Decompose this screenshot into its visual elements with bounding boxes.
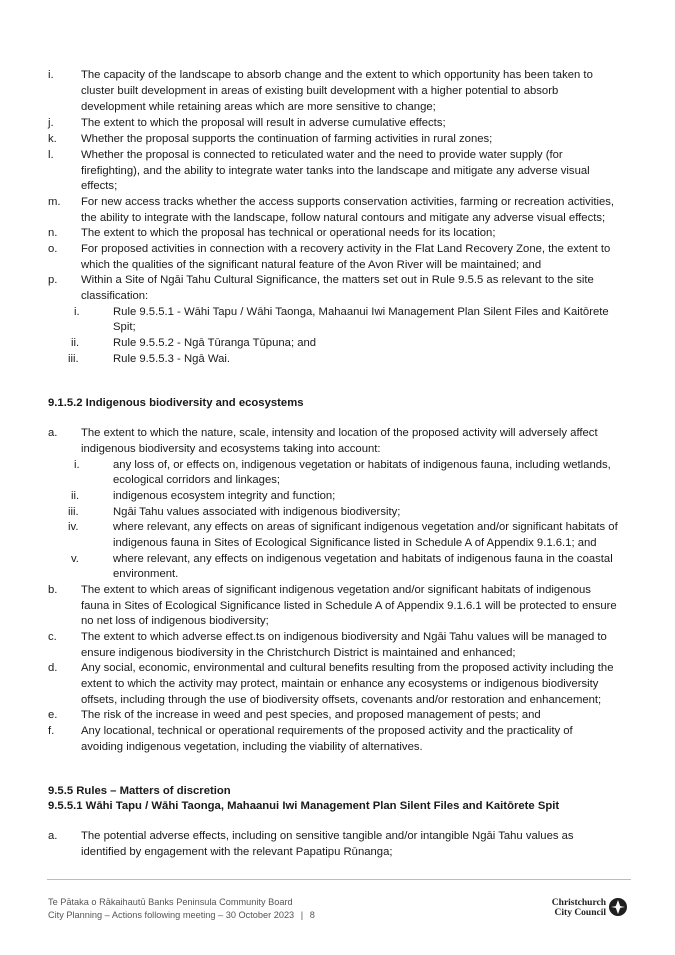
footer-board-name: Te Pātaka o Rākaihautū Banks Peninsula Community Board — [48, 897, 293, 907]
list-text: The extent to which the proposal has technical or operational needs for its location; — [81, 227, 496, 239]
list-text: The risk of the increase in weed and pest species, and proposed management of pests; and — [81, 709, 541, 721]
list-text: avoiding indigenous vegetation, including the viability of alternatives. — [81, 741, 423, 753]
footer-divider — [47, 879, 631, 880]
list-label: i. — [74, 459, 80, 471]
list-label: m. — [48, 196, 61, 208]
list-label: e. — [48, 709, 58, 721]
list-text: the ability to integrate with the landscape, follow natural contours and mitigate any adverse visual effects; — [81, 212, 606, 224]
list-text: effects; — [81, 180, 118, 192]
list-text: fauna in Sites of Ecological Significance listed in Schedule A of Appendix 9.1.6.1 will be protected to ensure — [81, 600, 617, 612]
list-text: For proposed activities in connection with a recovery activity in the Flat Land Recovery Zone, the extent to — [81, 243, 611, 255]
list-label: i. — [74, 306, 80, 318]
list-label: a. — [48, 427, 58, 439]
list-label: v. — [71, 553, 79, 565]
logo-text-line2: City Council — [554, 908, 606, 918]
list-label: iii. — [68, 506, 79, 518]
list-label: k. — [48, 133, 57, 145]
list-label: iii. — [68, 353, 79, 365]
list-text: offsets, including through the use of biodiversity offsets, covenants and/or restoration and enhancement; — [81, 694, 602, 706]
section-heading-9152: 9.1.5.2 Indigenous biodiversity and ecosystems — [48, 397, 304, 409]
list-text: The extent to which areas of significant indigenous vegetation and/or significant habitats of indigenous — [81, 584, 591, 596]
list-label: ii. — [71, 337, 80, 349]
list-label: b. — [48, 584, 58, 596]
list-text: indigenous biodiversity and ecosystems taking into account: — [81, 443, 381, 455]
list-label: ii. — [71, 490, 80, 502]
list-text: Ngāi Tahu values associated with indigenous biodiversity; — [113, 506, 401, 518]
council-emblem-icon — [608, 897, 628, 917]
list-label: iv. — [68, 521, 79, 533]
footer-meeting-info — [48, 909, 315, 922]
list-text: Rule 9.5.5.3 - Ngā Wai. — [113, 353, 230, 365]
list-text: extent to which the activity may protect, maintain or enhance any ecosystems or indigenous biodiversity — [81, 678, 599, 690]
list-text: firefighting), and the ability to integrate water tanks into the landscape and mitigate any adverse visual — [81, 165, 590, 177]
list-label: l. — [48, 149, 54, 161]
list-text: The potential adverse effects, including on sensitive tangible and/or intangible Ngāi Tahu values as — [81, 830, 574, 842]
list-text: The extent to which adverse effect.ts on indigenous biodiversity and Ngāi Tahu values will be managed to — [81, 631, 607, 643]
list-text: Any locational, technical or operational requirements of the proposed activity and the practicality of — [81, 725, 573, 737]
list-text: no net loss of indigenous biodiversity; — [81, 615, 269, 627]
list-label: o. — [48, 243, 58, 255]
list-label: p. — [48, 274, 58, 286]
list-label: a. — [48, 830, 58, 842]
list-text: The extent to which the nature, scale, intensity and location of the proposed activity will adversely affect — [81, 427, 598, 439]
list-text: cluster built development in areas of existing built development with a higher potential to absorb — [81, 85, 559, 97]
list-text: The capacity of the landscape to absorb change and the extent to which opportunity has been taken to — [81, 69, 593, 81]
list-text: Rule 9.5.5.2 - Ngā Tūranga Tūpuna; and — [113, 337, 317, 349]
list-label: i. — [48, 69, 54, 81]
page-number: 8 — [309, 910, 315, 920]
list-text: Within a Site of Ngāi Tahu Cultural Significance, the matters set out in Rule 9.5.5 as relevant to the site — [81, 274, 594, 286]
list-text: Any social, economic, environmental and cultural benefits resulting from the proposed activity including the — [81, 662, 614, 674]
list-label: f. — [48, 725, 55, 737]
list-text: The extent to which the proposal will result in adverse cumulative effects; — [81, 117, 446, 129]
list-text: where relevant, any effects on areas of significant indigenous vegetation and/or significant habitats of — [113, 521, 618, 533]
list-text: indigenous fauna in Sites of Ecological Significance listed in Schedule A of Appendix 9.1.6.1; and — [113, 537, 597, 549]
section-heading-955: 9.5.5 Rules – Matters of discretion — [48, 785, 231, 797]
section-heading-9551: 9.5.5.1 Wāhi Tapu / Wāhi Taonga, Mahaanui Iwi Management Plan Silent Files and Kaitōrete Spit — [48, 800, 560, 812]
list-text: identified by engagement with the relevant Papatipu Rūnanga; — [81, 846, 393, 858]
list-text: environment. — [113, 568, 179, 580]
list-text: Whether the proposal is connected to reticulated water and the need to provide water supply (for — [81, 149, 563, 161]
list-text: indigenous ecosystem integrity and function; — [113, 490, 336, 502]
logo-text-line1: Christchurch — [551, 898, 606, 908]
list-label: n. — [48, 227, 58, 239]
list-label: d. — [48, 662, 58, 674]
christchurch-city-council-logo — [540, 893, 630, 921]
list-text: Whether the proposal supports the continuation of farming activities in rural zones; — [81, 133, 493, 145]
list-label: c. — [48, 631, 57, 643]
list-text: classification: — [81, 290, 149, 302]
list-text: which the qualities of the significant natural feature of the Avon River will be maintained; and — [81, 259, 542, 271]
list-text: ecological corridors and linkages; — [113, 474, 281, 486]
footer-meeting-text: City Planning – Actions following meeting – 30 October 2023 — [48, 910, 295, 920]
list-text: ensure indigenous biodiversity in the Christchurch District is maintained and enhanced; — [81, 647, 516, 659]
list-text: For new access tracks whether the access supports conservation activities, farming or recreation activities, — [81, 196, 615, 208]
list-text: where relevant, any effects on indigenous vegetation and habitats of indigenous fauna in the coastal — [113, 553, 613, 565]
list-text: development while retaining areas which are more sensitive to change; — [81, 101, 436, 113]
list-label: j. — [48, 117, 54, 129]
footer-separator: | — [300, 910, 304, 920]
list-text: any loss of, or effects on, indigenous vegetation or habitats of indigenous fauna, including wetlands, — [113, 459, 611, 471]
list-text: Rule 9.5.5.1 - Wāhi Tapu / Wāhi Taonga, Mahaanui Iwi Management Plan Silent Files and Kaitōrete — [113, 306, 609, 318]
list-text: Spit; — [113, 321, 136, 333]
